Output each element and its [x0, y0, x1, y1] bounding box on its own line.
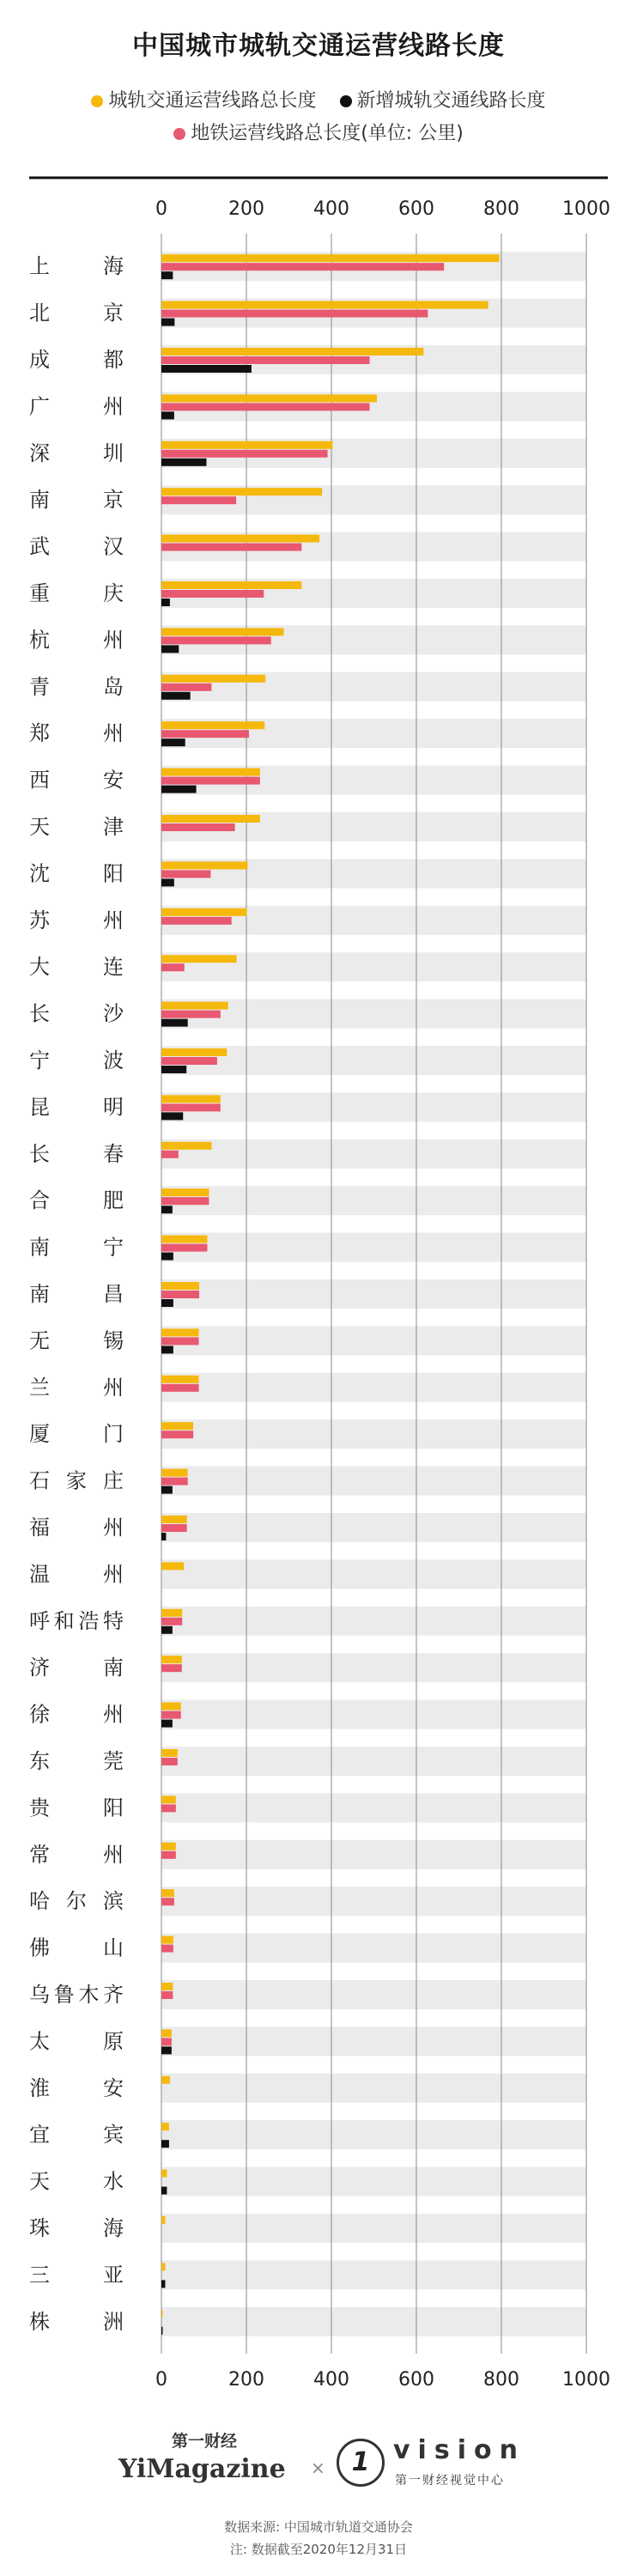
legend-label-metro: 地铁运营线路总长度(单位: 公里)	[191, 123, 464, 144]
row-background	[161, 1793, 586, 1822]
category-label: 贵阳	[29, 1795, 124, 1820]
row-background	[161, 1419, 586, 1449]
category-label: 苏州	[29, 908, 124, 933]
bar-total	[161, 1469, 188, 1477]
category-label: 宁波	[29, 1048, 124, 1072]
bar-new	[161, 1626, 173, 1634]
category-label: 三亚	[29, 2263, 124, 2287]
category-label: 太原	[29, 2029, 124, 2054]
row-background	[161, 1700, 586, 1729]
category-label: 济南	[29, 1656, 124, 1680]
bar-new	[161, 1720, 173, 1728]
bar-total	[161, 675, 265, 683]
bar-metro	[161, 263, 444, 270]
bar-total	[161, 535, 319, 543]
category-label: 无锡	[29, 1328, 124, 1353]
row-background	[161, 1092, 586, 1121]
bar-total	[161, 301, 488, 309]
bar-new	[161, 365, 252, 373]
category-label: 合肥	[29, 1188, 124, 1213]
chart-title: 中国城市城轨交通运营线路长度	[132, 31, 505, 61]
bar-total	[161, 1282, 199, 1290]
bar-total	[161, 1703, 181, 1710]
row-background	[161, 1186, 586, 1215]
row-background	[161, 1559, 586, 1589]
bar-total	[161, 721, 264, 729]
category-label: 天津	[29, 815, 124, 839]
legend-label-new: 新增城轨交通线路长度	[356, 90, 546, 112]
bar-total	[161, 1656, 182, 1663]
bar-metro	[161, 683, 211, 691]
bar-total	[161, 2076, 170, 2084]
bar-total	[161, 908, 246, 916]
category-label: 大连	[29, 955, 124, 980]
bar-new	[161, 2046, 172, 2054]
category-label: 佛山	[29, 1935, 124, 1960]
bar-metro	[161, 1103, 221, 1111]
source-note: 数据来源: 中国城市轨道交通协会	[224, 2519, 413, 2535]
bar-metro	[161, 1945, 173, 1953]
bar-total	[161, 769, 260, 776]
bar-new	[161, 2327, 162, 2335]
bar-new	[161, 2280, 165, 2287]
bar-metro	[161, 1151, 179, 1158]
bar-metro	[161, 496, 236, 504]
category-label: 长春	[29, 1141, 124, 1166]
bar-total	[161, 1795, 176, 1803]
bar-metro	[161, 1431, 193, 1438]
row-background	[161, 1139, 586, 1169]
category-label: 温州	[29, 1562, 124, 1587]
row-background	[161, 1233, 586, 1262]
category-label: 深圳	[29, 440, 124, 465]
bar-new	[161, 738, 185, 746]
category-label: 乌鲁木齐	[29, 1983, 124, 2007]
category-label: 常州	[29, 1842, 124, 1867]
category-label: 南昌	[29, 1282, 124, 1306]
category-label: 南宁	[29, 1235, 124, 1260]
bar-new	[161, 459, 206, 466]
bar-metro	[161, 1197, 209, 1205]
x-tick-label-top: 200	[228, 198, 264, 220]
bar-total	[161, 348, 423, 355]
row-background	[161, 2214, 586, 2243]
bar-new	[161, 1299, 173, 1307]
bar-metro	[161, 730, 249, 738]
bar-metro	[161, 1851, 176, 1859]
category-label: 淮安	[29, 2075, 124, 2100]
row-background	[161, 2260, 586, 2289]
bar-total	[161, 441, 332, 449]
brand-separator: ×	[311, 2458, 325, 2478]
category-label: 东莞	[29, 1749, 124, 1773]
bar-total	[161, 1048, 227, 1056]
x-tick-label-bottom: 1000	[562, 2369, 610, 2387]
legend-label-total: 城轨交通运营线路总长度	[108, 90, 317, 112]
bar-new	[161, 2187, 167, 2195]
bar-metro	[161, 1337, 199, 1345]
row-background	[161, 1840, 586, 1869]
category-label: 宜宾	[29, 2123, 124, 2148]
bar-total	[161, 1002, 228, 1010]
x-tick-label-top: 1000	[562, 198, 610, 220]
bar-metro	[161, 636, 271, 644]
x-tick-label-bottom: 800	[483, 2369, 519, 2387]
bar-metro	[161, 1244, 207, 1252]
bar-metro	[161, 403, 370, 410]
bar-total	[161, 1609, 182, 1617]
bar-metro	[161, 870, 210, 878]
category-label: 福州	[29, 1516, 124, 1540]
category-label: 徐州	[29, 1702, 124, 1727]
category-label: 广州	[29, 394, 124, 419]
bar-new	[161, 786, 197, 793]
bar-metro	[161, 450, 328, 458]
bar-total	[161, 628, 284, 635]
category-label: 杭州	[29, 628, 124, 653]
category-label: 天水	[29, 2169, 124, 2194]
bar-new	[161, 1112, 183, 1120]
bar-metro	[161, 1524, 187, 1532]
bar-metro	[161, 917, 232, 925]
bar-total	[161, 1889, 174, 1897]
category-label: 厦门	[29, 1422, 124, 1447]
bar-total	[161, 2123, 169, 2130]
bar-total	[161, 2170, 167, 2178]
bar-metro	[161, 310, 428, 318]
bar-total	[161, 2029, 172, 2037]
x-tick-label-bottom: 0	[155, 2369, 167, 2387]
row-background	[161, 2074, 586, 2103]
category-label: 北京	[29, 301, 124, 325]
brand-cn: 第一财经	[172, 2432, 238, 2451]
row-background	[161, 1513, 586, 1542]
bar-metro	[161, 1758, 178, 1765]
category-label: 武汉	[29, 534, 124, 559]
bar-total	[161, 815, 260, 823]
x-tick-label-top: 400	[313, 198, 349, 220]
bar-new	[161, 271, 173, 279]
x-tick-label-bottom: 600	[398, 2369, 434, 2387]
bar-total	[161, 2216, 165, 2224]
category-label: 兰州	[29, 1375, 124, 1400]
category-label: 株洲	[29, 2309, 124, 2334]
category-label: 哈尔滨	[29, 1889, 124, 1914]
bar-metro	[161, 1057, 217, 1065]
bar-new	[161, 1019, 188, 1027]
bar-total	[161, 2263, 165, 2270]
category-label: 重庆	[29, 581, 124, 605]
category-label: 郑州	[29, 721, 124, 746]
bar-new	[161, 692, 191, 700]
bar-metro	[161, 963, 185, 971]
bar-total	[161, 1983, 173, 1990]
bar-metro	[161, 1898, 174, 1905]
row-background	[161, 1467, 586, 1496]
bar-metro	[161, 1804, 176, 1812]
bar-metro	[161, 1384, 199, 1392]
row-background	[161, 2026, 586, 2056]
bar-total	[161, 1188, 209, 1196]
row-background	[161, 1653, 586, 1682]
bar-total	[161, 1749, 178, 1757]
category-label: 成都	[29, 348, 124, 372]
bar-metro	[161, 356, 370, 364]
row-background	[161, 1934, 586, 1963]
x-tick-label-top: 0	[155, 198, 167, 220]
bar-total	[161, 1422, 193, 1430]
bar-metro	[161, 1478, 188, 1485]
bar-total	[161, 394, 377, 402]
vision-cn: 第一财经视觉中心	[395, 2474, 505, 2488]
bar-total	[161, 1936, 173, 1944]
category-label: 南京	[29, 488, 124, 513]
vision-logo-icon: 1	[337, 2439, 385, 2487]
category-label: 呼和浩特	[29, 1608, 124, 1633]
bar-total	[161, 581, 301, 589]
x-tick-label-bottom: 400	[313, 2369, 349, 2387]
row-background	[161, 1373, 586, 1402]
x-tick-label-bottom: 200	[228, 2369, 264, 2387]
bar-new	[161, 878, 174, 886]
bar-metro	[161, 2038, 172, 2045]
bar-total	[161, 1328, 199, 1336]
row-background	[161, 1747, 586, 1776]
row-background	[161, 2167, 586, 2196]
row-background	[161, 1607, 586, 1636]
category-label: 上海	[29, 254, 124, 279]
bar-new	[161, 1486, 173, 1494]
bar-new	[161, 645, 179, 653]
bar-new	[161, 598, 170, 606]
category-label: 昆明	[29, 1095, 124, 1120]
category-label: 青岛	[29, 674, 124, 699]
bar-metro	[161, 1291, 199, 1298]
bar-new	[161, 1253, 173, 1261]
bar-metro	[161, 1011, 221, 1018]
x-tick-label-top: 600	[398, 198, 434, 220]
bar-total	[161, 488, 322, 495]
brand-en: YiMagazine	[118, 2454, 286, 2484]
bar-total	[161, 1843, 176, 1850]
bar-total	[161, 2310, 162, 2318]
x-tick-label-top: 800	[483, 198, 519, 220]
vision-en: vision	[393, 2435, 525, 2465]
category-label: 沈阳	[29, 861, 124, 886]
bar-new	[161, 411, 174, 419]
bar-total	[161, 1516, 187, 1523]
bar-metro	[161, 777, 260, 785]
bar-metro	[161, 1991, 173, 1999]
bar-metro	[161, 823, 235, 831]
bar-total	[161, 1562, 184, 1570]
bar-new	[161, 2140, 169, 2148]
row-background	[161, 2307, 586, 2336]
bar-metro	[161, 1618, 182, 1625]
row-background	[161, 2120, 586, 2149]
category-label: 西安	[29, 768, 124, 793]
bar-new	[161, 1346, 173, 1353]
bar-metro	[161, 1711, 181, 1719]
bar-new	[161, 1066, 186, 1073]
date-note: 注: 数据截至2020年12月31日	[229, 2542, 408, 2557]
bar-total	[161, 1142, 211, 1150]
bar-new	[161, 1206, 173, 1213]
bar-new	[161, 319, 174, 326]
bar-total	[161, 254, 500, 262]
row-background	[161, 1980, 586, 2009]
bar-metro	[161, 544, 301, 551]
category-label: 珠海	[29, 2216, 124, 2240]
row-background	[161, 1326, 586, 1355]
bar-metro	[161, 590, 264, 598]
row-background	[161, 1279, 586, 1309]
bar-total	[161, 1236, 207, 1243]
bar-total	[161, 1095, 221, 1103]
category-label: 石家庄	[29, 1468, 124, 1493]
bar-total	[161, 1376, 199, 1383]
bar-new	[161, 1533, 166, 1540]
bar-total	[161, 861, 247, 869]
row-background	[161, 1886, 586, 1916]
bar-metro	[161, 1664, 182, 1672]
category-label: 长沙	[29, 1001, 124, 1026]
bar-total	[161, 955, 237, 963]
